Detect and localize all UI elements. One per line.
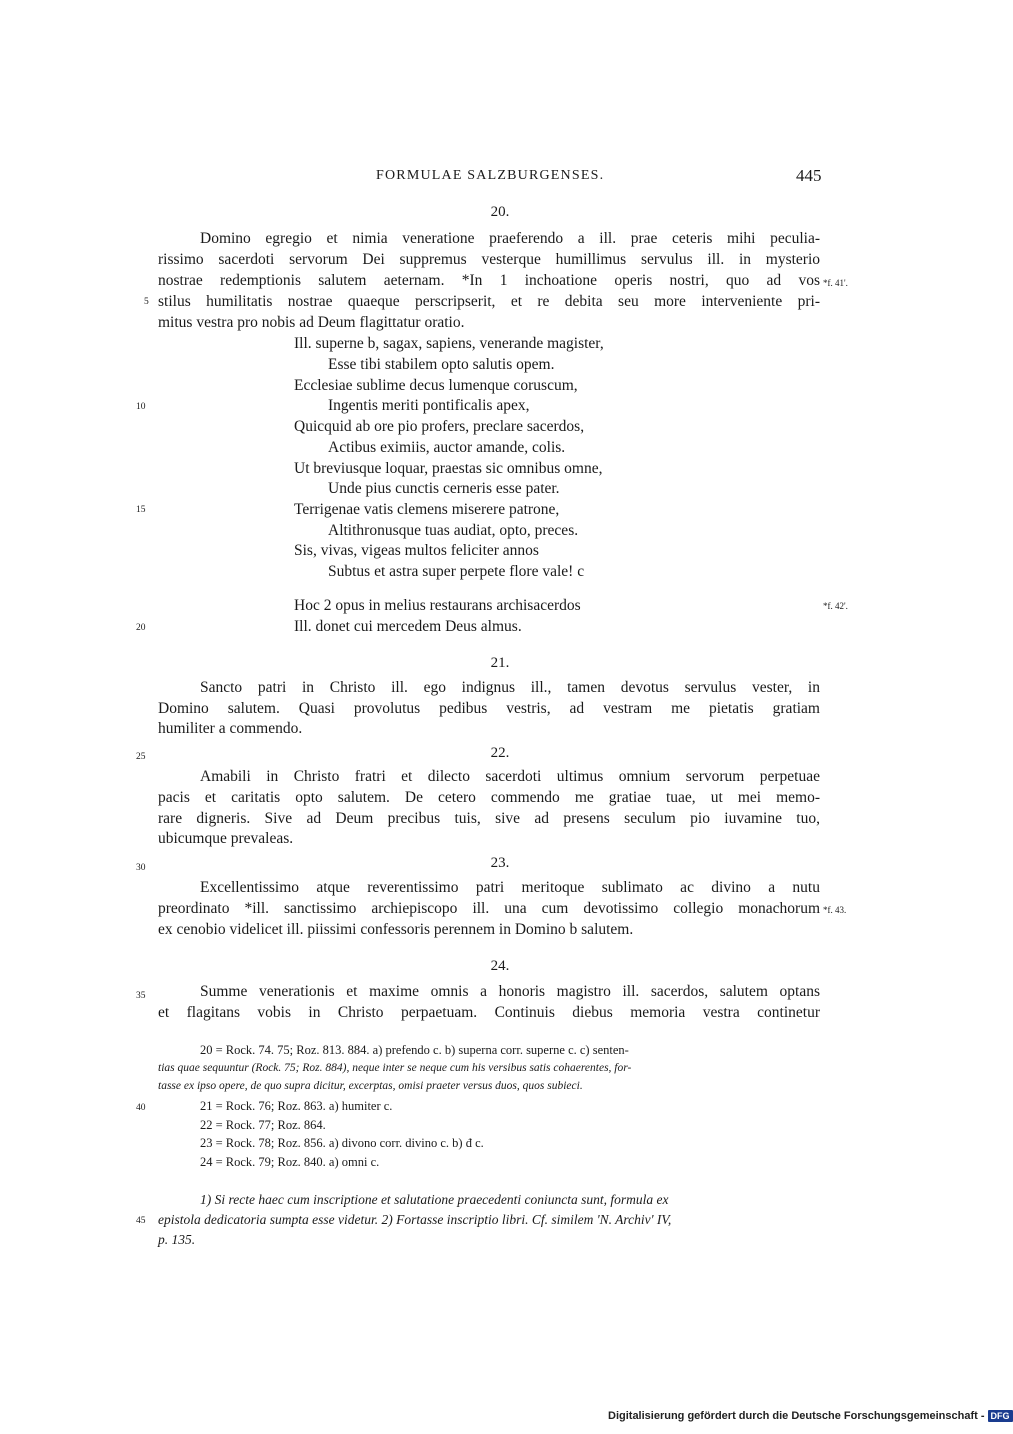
apparatus-line: 22 = Rock. 77; Roz. 864. [200,1118,326,1132]
verse-line: Ecclesiae sublime decus lumenque coruscum, [294,377,578,394]
credit-text: Digitalisierung gefördert durch die Deutsche Forschungsgemeinschaft - [608,1410,985,1422]
verse-line: Actibus eximiis, auctor amande, colis. [328,439,566,456]
text-line: preordinato *ill. sanctissimo archiepiscopo ill. una cum devotissimo collegio monachorum [158,900,820,917]
apparatus-line: 23 = Rock. 78; Roz. 856. a) divono corr. divino c. b) đ c. [200,1136,484,1150]
verse-line: Sis, vivas, vigeas multos feliciter annos [294,542,539,559]
text-line: rissimo sacerdoti servorum Dei suppremus vesterque humillimus servulus ill. in mysterio [158,251,820,268]
text-line: et flagitans vobis in Christo perpaetuam. Continuis diebus memoria vestra continetur [158,1004,820,1021]
verse-line: Hoc 2 opus in melius restaurans archisacerdos [294,597,581,614]
line-number: 25 [136,752,146,762]
line-number: 35 [136,991,146,1001]
line-number: 40 [136,1103,146,1113]
apparatus-line: 20 = Rock. 74. 75; Roz. 813. 884. a) prefendo c. b) superna corr. superne c. c) senten- [200,1043,629,1057]
verse-line: Unde pius cunctis cerneris esse pater. [328,480,560,497]
apparatus-line: tias quae sequuntur (Rock. 75; Roz. 884), neque inter se neque cum his versibus satis cohaerentes, for- [158,1062,632,1074]
apparatus-line: 21 = Rock. 76; Roz. 863. a) humiter c. [200,1099,393,1113]
footnote-line: epistola dedicatoria sumpta esse videtur. 2) Fortasse inscriptio libri. Cf. similem 'N. Archiv' IV, [158,1212,672,1227]
footnote-line: 1) Si recte haec cum inscriptione et salutatione praecedenti coniuncta sunt, formula ex [200,1192,669,1207]
text-line: stilus humilitatis nostrae quaeque perscripserit, et re debita seu more interveniente pri- [158,293,820,310]
verse-line: Ill. donet cui mercedem Deus almus. [294,618,522,635]
margin-folio-note: *f. 41'. [823,278,848,288]
verse-line: Quicquid ab ore pio profers, preclare sacerdos, [294,418,585,435]
line-number: 15 [136,505,146,515]
text-line: rare digneris. Sive ad Deum precibus tuis, sive ad presens seculum pio iuvamine tuo, [158,810,820,827]
text-line: ubicumque prevaleas. [158,830,294,847]
verse-line: Ill. superne b, sagax, sapiens, venerande magister, [294,335,604,352]
section-number-24: 24. [490,958,510,974]
margin-folio-note: *f. 43. [823,905,847,915]
verse-line: Ut breviusque loquar, praestas sic omnibus omne, [294,460,603,477]
section-number-23: 23. [490,855,510,871]
line-number: 30 [136,863,146,873]
section-number-22: 22. [490,745,510,761]
dfg-logo: DFG [988,1410,1013,1422]
section-number-21: 21. [490,655,510,671]
page-number: 445 [796,166,822,185]
digitization-credit [608,1410,1013,1422]
text-line: Summe venerationis et maxime omnis a honoris magistro ill. sacerdos, salutem optans [200,983,820,1000]
verse-line: Ingentis meriti pontificalis apex, [328,397,530,414]
line-number: 5 [144,297,149,307]
section-number-20: 20. [490,204,510,220]
apparatus-line: 24 = Rock. 79; Roz. 840. a) omni c. [200,1155,380,1169]
apparatus-line: tasse ex ipso opere, de quo supra dicitur, excerptas, omisi praeter versus duos, quos subieci. [158,1080,583,1092]
footnote-line: p. 135. [158,1232,196,1247]
line-number: 45 [136,1216,146,1226]
line-number: 10 [136,402,146,412]
verse-line: Altithronusque tuas audiat, opto, preces. [328,522,579,539]
verse-line: Subtus et astra super perpete flore vale! c [328,563,585,580]
line-number: 20 [136,623,146,633]
text-line: pacis et caritatis opto salutem. De cetero commendo me gratiae tuae, ut mei memo- [158,789,820,806]
text-line: humiliter a commendo. [158,720,303,737]
margin-folio-note: *f. 42'. [823,601,848,611]
text-line: Domino salutem. Quasi provolutus pedibus vestris, ad vestram me pietatis gratiam [158,700,820,717]
text-line: nostrae redemptionis salutem aeternam. *In 1 inchoatione operis nostri, quo ad vos [158,272,820,289]
text-line: mitus vestra pro nobis ad Deum flagittatur oratio. [158,314,465,331]
running-title: FORMULAE SALZBURGENSES. [376,168,605,183]
text-line: ex cenobio videlicet ill. piissimi confessoris perennem in Domino b salutem. [158,921,634,938]
text-line: Sancto patri in Christo ill. ego indignus ill., tamen devotus servulus vester, in [200,679,820,696]
verse-line: Esse tibi stabilem opto salutis opem. [328,356,555,373]
text-line: Excellentissimo atque reverentissimo patri meritoque sublimato ac divino a nutu [200,879,820,896]
text-line: Domino egregio et nimia veneratione praeferendo a ill. prae ceteris mihi peculia- [200,230,820,247]
text-line: Amabili in Christo fratri et dilecto sacerdoti ultimus omnium servorum perpetuae [200,768,820,785]
verse-line: Terrigenae vatis clemens miserere patrone, [294,501,560,518]
